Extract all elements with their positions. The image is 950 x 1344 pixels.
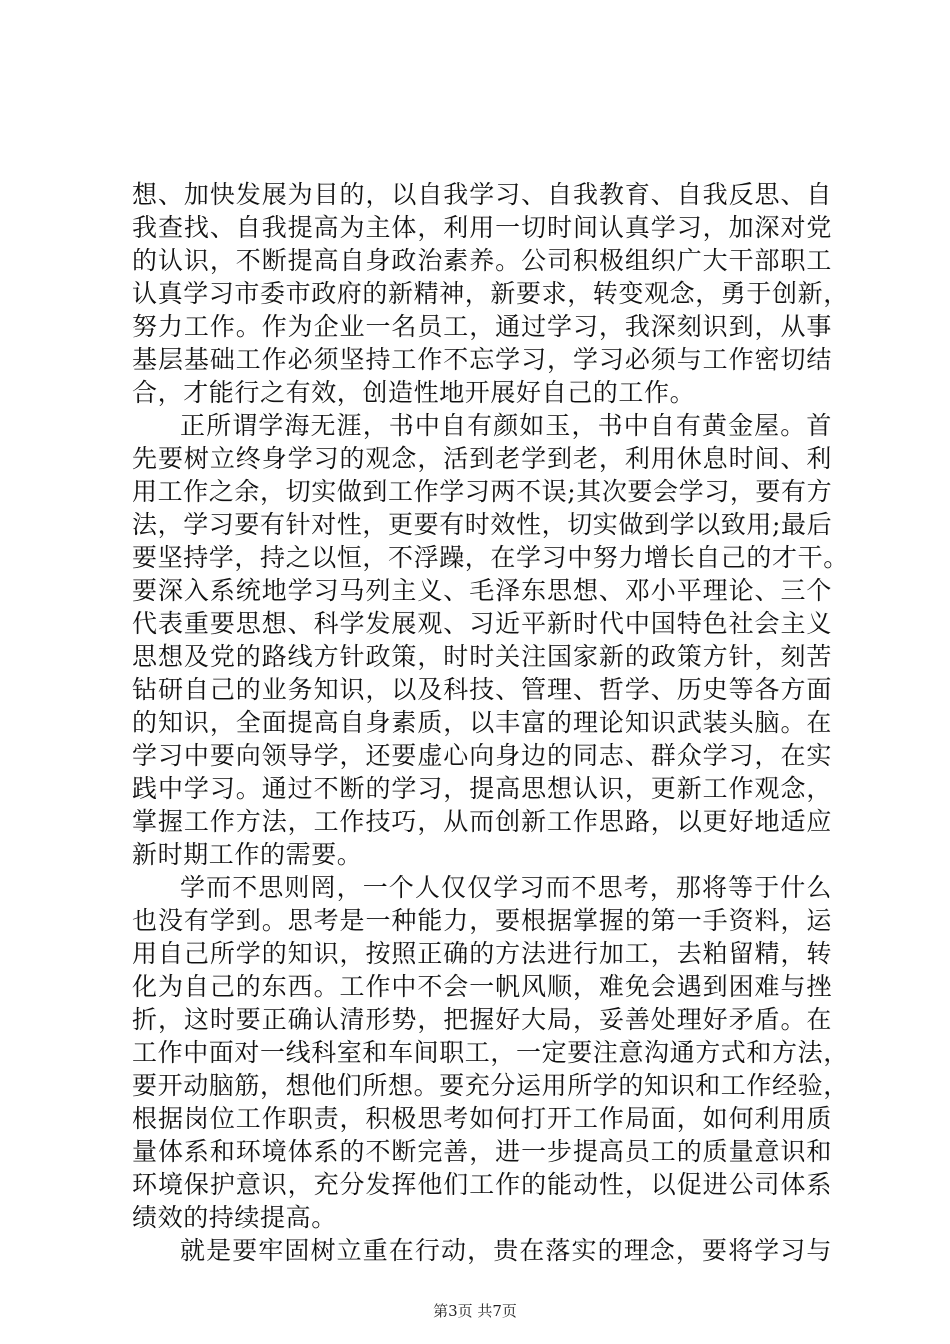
text-line: 要坚持学，持之以恒，不浮躁，在学习中努力增长自己的才干。 [132,543,849,572]
text-line: 就是要牢固树立重在行动，贵在落实的理念，要将学习与 [180,1236,832,1265]
page-number-footer: 第3页 共7页 [433,1302,517,1320]
text-line: 正所谓学海无涯，书中自有颜如玉，书中自有黄金屋。首 [180,411,832,440]
text-line: 学而不思则罔，一个人仅仅学习而不思考，那将等于什么 [180,873,832,902]
text-line: 根据岗位工作职责，积极思考如何打开工作局面，如何利用质 [132,1104,832,1133]
text-line: 用工作之余，切实做到工作学习两不误;其次要会学习，要有方 [132,477,833,506]
text-line: 基层基础工作必须坚持工作不忘学习，学习必须与工作密切结 [132,345,832,374]
text-line: 钻研自己的业务知识，以及科技、管理、哲学、历史等各方面 [132,675,832,704]
text-line: 也没有学到。思考是一种能力，要根据掌握的第一手资料，运 [132,906,832,935]
text-line: 合，才能行之有效，创造性地开展好自己的工作。 [132,378,696,407]
text-line: 绩效的持续提高。 [132,1203,337,1232]
text-line: 学习中要向领导学，还要虚心向身边的同志、群众学习，在实 [132,741,832,770]
text-line: 的认识，不断提高自身政治素养。公司积极组织广大干部职工 [132,246,832,275]
text-line: 要开动脑筋，想他们所想。要充分运用所学的知识和工作经验， [132,1071,849,1100]
text-line: 工作中面对一线科室和车间职工，一定要注意沟通方式和方法， [132,1038,849,1067]
text-line: 掌握工作方法，工作技巧，从而创新工作思路，以更好地适应 [132,807,832,836]
text-line: 思想及党的路线方针政策，时时关注国家新的政策方针，刻苦 [132,642,832,671]
text-line: 法，学习要有针对性，更要有时效性，切实做到学以致用;最后 [132,510,833,539]
text-line: 践中学习。通过不断的学习，提高思想认识，更新工作观念， [132,774,832,803]
text-line: 先要树立终身学习的观念，活到老学到老，利用休息时间、利 [132,444,832,473]
text-line: 的知识，全面提高自身素质，以丰富的理论知识武装头脑。在 [132,708,832,737]
text-line: 努力工作。作为企业一名员工，通过学习，我深刻识到，从事 [132,312,832,341]
text-line: 认真学习市委市政府的新精神，新要求，转变观念，勇于创新， [132,279,849,308]
text-line: 环境保护意识，充分发挥他们工作的能动性，以促进公司体系 [132,1170,832,1199]
text-line: 折，这时要正确认清形势，把握好大局，妥善处理好矛盾。在 [132,1005,832,1034]
text-line: 新时期工作的需要。 [132,840,363,869]
text-line: 用自己所学的知识，按照正确的方法进行加工，去粕留精，转 [132,939,832,968]
text-line: 我查找、自我提高为主体，利用一切时间认真学习，加深对党 [132,213,832,242]
text-line: 代表重要思想、科学发展观、习近平新时代中国特色社会主义 [132,609,832,638]
text-line: 要深入系统地学习马列主义、毛泽东思想、邓小平理论、三个 [132,576,832,605]
text-line: 量体系和环境体系的不断完善，进一步提高员工的质量意识和 [132,1137,832,1166]
text-line: 想、加快发展为目的，以自我学习、自我教育、自我反思、自 [132,180,832,209]
text-line: 化为自己的东西。工作中不会一帆风顺，难免会遇到困难与挫 [132,972,832,1001]
